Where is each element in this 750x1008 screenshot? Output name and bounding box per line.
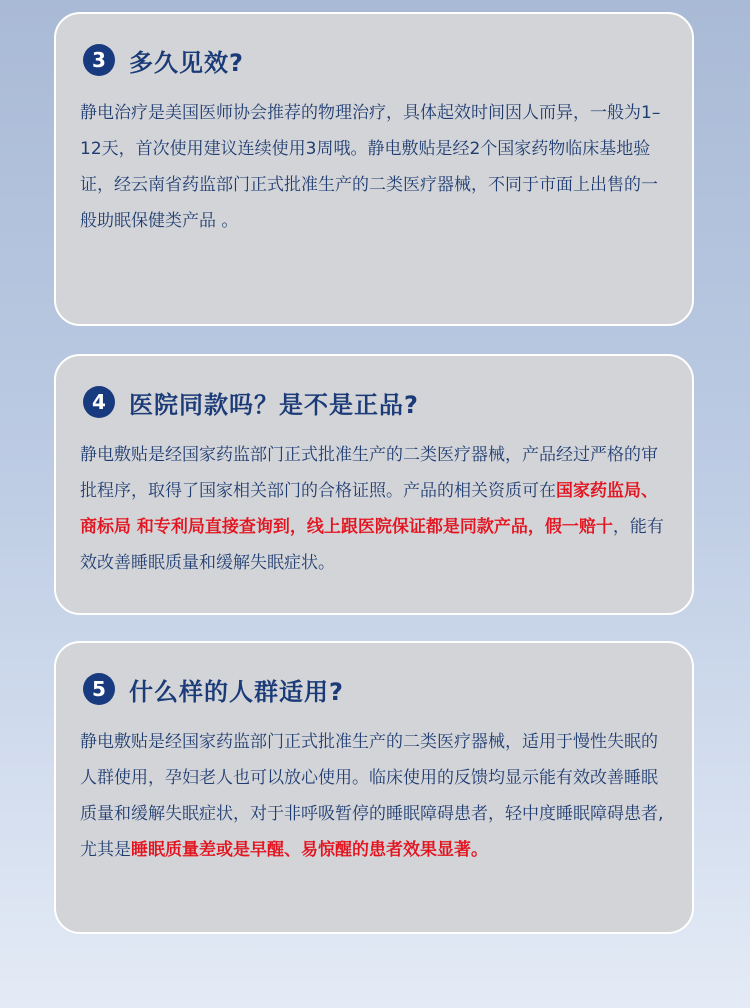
faq-title-5: 什么样的人群适用? [129,677,344,706]
faq-card-5 [54,641,694,934]
faq-body-4-highlight: 国家药监局、商标局 和专利局直接查询到，线上跟医院保证都是同款产品，假一赔十 [80,481,658,537]
faq-title-3: 多久见效? [129,48,244,77]
faq-body-4-text: 静电敷贴是经国家药监部门正式批准生产的二类医疗器械，产品经过严格的审批程序，取得了国家相关部门的合格证照。产品的相关资质可在 [80,445,658,501]
number-4-badge-icon: 4 [83,386,115,418]
number-3-badge-icon: 3 [83,44,115,76]
faq-body-3-text: 静电治疗是美国医师协会推荐的物理治疗，具体起效时间因人而异，一般为1–12天，首次使用建议连续使用3周哦。静电敷贴是经2个国家药物临床基地验证，经云南省药监部门正式批准生产的二类医疗器械，不同于市面上出售的一般助眠保健类产品 。 [80,103,661,231]
faq-header-4 [80,384,668,420]
faq-body-4-text-end: ，能有效改善睡眠质量和缓解失眠症状。 [80,517,664,573]
number-5-badge-icon: 5 [83,673,115,705]
faq-title-4: 医院同款吗？是不是正品? [129,390,419,419]
faq-body-5-text: 静电敷贴是经国家药监部门正式批准生产的二类医疗器械，适用于慢性失眠的人群使用，孕妇老人也可以放心使用。临床使用的反馈均显示能有效改善睡眠质量和缓解失眠症状，对于非呼吸暂停的睡眠障碍患者，轻中度睡眠障碍患者, 尤其是 [80,732,664,860]
faq-card-3 [54,12,694,326]
faq-header-3 [80,42,668,78]
faq-header-5 [80,671,668,707]
faq-body-3 [80,95,668,239]
faq-body-5-highlight: 睡眠质量差或是早醒、易惊醒的患者效果显著。 [131,840,488,860]
faq-body-4 [80,437,668,581]
faq-card-4 [54,354,694,615]
faq-body-5 [80,724,668,868]
